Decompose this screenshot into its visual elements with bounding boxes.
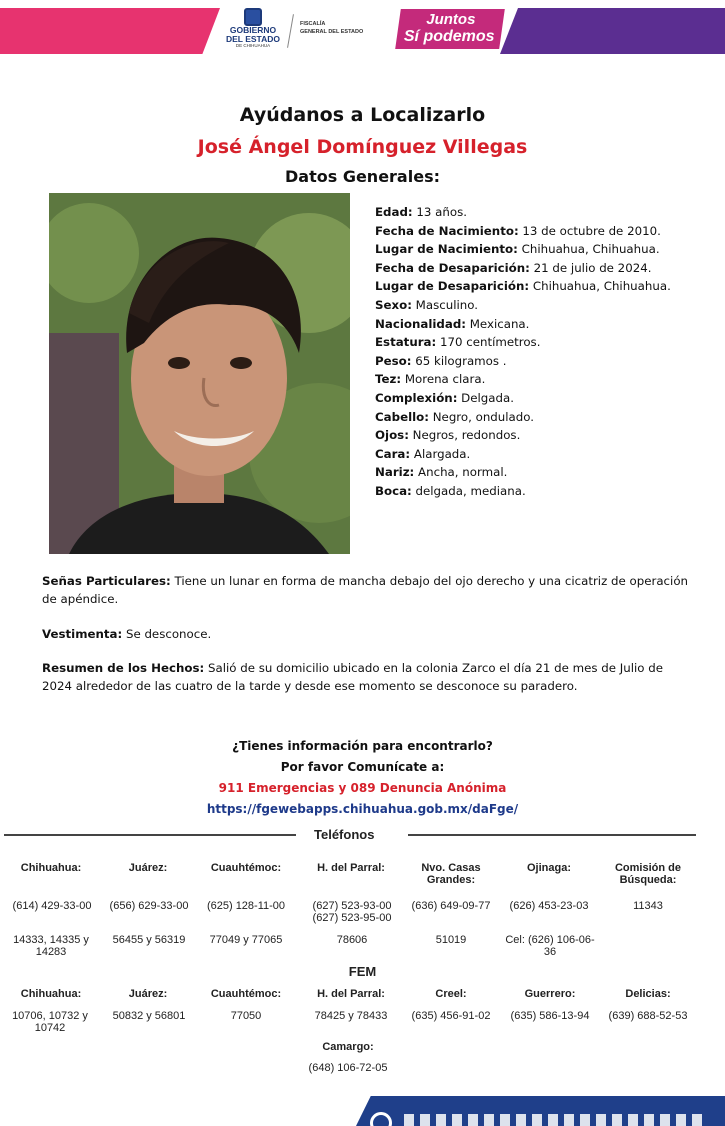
fem-value-creel: (635) 456-91-02 bbox=[411, 1010, 491, 1022]
detail-row-complexion: Complexión: Delgada. bbox=[375, 390, 514, 405]
header-purple-band bbox=[500, 8, 725, 54]
gob-line3: DE CHIHUAHUA bbox=[235, 43, 271, 48]
detail-row-tez: Tez: Morena clara. bbox=[375, 372, 486, 387]
fem-header-camargo: Camargo: bbox=[322, 1041, 374, 1053]
senas-paragraph: Señas Particulares: Tiene un lunar en forma de mancha debajo del ojo derecho y una cicatriz de operación de apéndice. bbox=[42, 574, 689, 606]
tel-header-casas-grandes: Nvo. Casas Grandes: bbox=[421, 862, 481, 886]
fem-value-juarez: 50832 y 56801 bbox=[112, 1010, 186, 1022]
help-title: Ayúdanos a Localizarlo bbox=[239, 104, 486, 126]
fem-header-guerrero: Guerrero: bbox=[524, 988, 576, 1000]
detail-row-estatura: Estatura: 170 centímetros. bbox=[375, 335, 541, 350]
detail-row-sexo: Sexo: Masculino. bbox=[375, 297, 478, 312]
tel-phone-casas-grandes: (636) 649-09-77 bbox=[411, 900, 491, 912]
tel-ext-parral: 78606 bbox=[336, 934, 368, 946]
tel-header-cuauhtemoc: Cuauhtémoc: bbox=[210, 862, 282, 874]
detail-row-cara: Cara: Alargada. bbox=[375, 446, 471, 461]
fem-value-camargo: (648) 106-72-05 bbox=[308, 1062, 388, 1074]
vestimenta-paragraph: Vestimenta: Se desconoce. bbox=[42, 627, 212, 641]
detail-row-cabello: Cabello: Negro, ondulado. bbox=[375, 409, 535, 424]
general-data-list bbox=[375, 203, 705, 501]
tel-phone-comision: 11343 bbox=[633, 900, 663, 912]
slogan-line2: Sí podemos bbox=[403, 28, 495, 45]
tel-phone-juarez: (656) 629-33-00 bbox=[109, 900, 189, 912]
tel-header-parral: H. del Parral: bbox=[317, 862, 385, 874]
resumen-paragraph: Resumen de los Hechos: Salió de su domicilio ubicado en la colonia Zarco el día 21 de mes de Julio de 2024 alrededor de las cuatro de la tarde y desde ese momento se desconoce su paradero. bbox=[42, 661, 663, 693]
footer-logo-icon bbox=[370, 1112, 392, 1126]
fiscalia-logo bbox=[300, 20, 363, 36]
detail-row-lugar-nacimiento: Lugar de Nacimiento: Chihuahua, Chihuahua. bbox=[375, 242, 660, 257]
info-question: ¿Tienes información para encontrarlo? bbox=[232, 739, 493, 753]
portrait-illustration bbox=[49, 193, 350, 554]
gobierno-logo bbox=[222, 8, 284, 54]
detail-row-boca: Boca: delgada, mediana. bbox=[375, 483, 526, 498]
tel-phone-ojinaga: (626) 453-23-03 bbox=[509, 900, 589, 912]
telefonos-rule-right bbox=[408, 834, 696, 836]
tel-phone-chihuahua: (614) 429-33-00 bbox=[12, 900, 92, 912]
fem-header-creel: Creel: bbox=[435, 988, 467, 1000]
emergency-numbers: 911 Emergencias y 089 Denuncia Anónima bbox=[218, 781, 507, 795]
general-data-heading: Datos Generales: bbox=[285, 167, 440, 186]
tel-phone-parral: (627) 523-93-00 (627) 523-95-00 bbox=[312, 900, 392, 924]
tel-phone-cuauhtemoc: (625) 128-11-00 bbox=[206, 900, 286, 912]
slogan-badge bbox=[395, 9, 505, 49]
fem-value-chihuahua: 10706, 10732 y 10742 bbox=[12, 1010, 88, 1034]
detail-row-peso: Peso: 65 kilogramos . bbox=[375, 353, 507, 368]
detail-row-fecha-nacimiento: Fecha de Nacimiento: 13 de octubre de 2010. bbox=[375, 223, 661, 238]
contact-please: Por favor Comunícate a: bbox=[280, 760, 445, 774]
missing-person-name: José Ángel Domínguez Villegas bbox=[197, 136, 528, 158]
fem-header-delicias: Delicias: bbox=[625, 988, 671, 1000]
shield-icon bbox=[244, 8, 262, 26]
person-photo bbox=[49, 193, 350, 554]
fem-header-parral: H. del Parral: bbox=[317, 988, 385, 1000]
tel-header-ojinaga: Ojinaga: bbox=[526, 862, 571, 874]
gob-line1: GOBIERNO bbox=[229, 25, 277, 35]
detail-row-nacionalidad: Nacionalidad: Mexicana. bbox=[375, 316, 530, 331]
fem-value-cuauhtemoc: 77050 bbox=[230, 1010, 262, 1022]
tel-ext-chihuahua: 14333, 14335 y 14283 bbox=[13, 934, 89, 958]
fem-header-chihuahua: Chihuahua: bbox=[20, 988, 82, 1000]
tel-ext-cuauhtemoc: 77049 y 77065 bbox=[209, 934, 283, 946]
fem-value-delicias: (639) 688-52-53 bbox=[608, 1010, 688, 1022]
fem-header-juarez: Juárez: bbox=[128, 988, 168, 1000]
tel-header-juarez: Juárez: bbox=[128, 862, 168, 874]
gob-line2: DEL ESTADO bbox=[226, 33, 280, 44]
footer-band bbox=[356, 1096, 725, 1126]
slogan-line1: Juntos bbox=[426, 11, 476, 28]
header-pink-band bbox=[0, 8, 220, 54]
fem-title: FEM bbox=[348, 964, 377, 979]
fiscalia-line2: GENERAL DEL ESTADO bbox=[300, 29, 364, 35]
tel-header-comision: Comisión de Búsqueda: bbox=[614, 862, 681, 886]
tel-ext-casas-grandes: 51019 bbox=[435, 934, 467, 946]
fiscalia-line1: FISCALÍA bbox=[300, 21, 326, 27]
detail-row-ojos: Ojos: Negros, redondos. bbox=[375, 428, 521, 443]
header-divider bbox=[287, 14, 294, 48]
telefonos-title: Teléfonos bbox=[314, 827, 375, 842]
detail-row-fecha-desaparicion: Fecha de Desaparición: 21 de julio de 2024. bbox=[375, 260, 652, 275]
tel-ext-ojinaga: Cel: (626) 106-06-36 bbox=[505, 934, 595, 958]
telefonos-rule-left bbox=[4, 834, 296, 836]
footer-cropped-text bbox=[404, 1114, 704, 1126]
fem-value-guerrero: (635) 586-13-94 bbox=[510, 1010, 590, 1022]
tel-ext-juarez: 56455 y 56319 bbox=[112, 934, 186, 946]
detail-row-edad: Edad: 13 años. bbox=[375, 205, 467, 219]
detail-row-nariz: Nariz: Ancha, normal. bbox=[375, 465, 508, 480]
fem-header-cuauhtemoc: Cuauhtémoc: bbox=[210, 988, 282, 1000]
detail-row-lugar-desaparicion: Lugar de Desaparición: Chihuahua, Chihuahua. bbox=[375, 279, 671, 294]
tel-header-chihuahua: Chihuahua: bbox=[20, 862, 82, 874]
report-url-link[interactable]: https://fgewebapps.chihuahua.gob.mx/daFge/ bbox=[206, 802, 519, 816]
fem-value-parral: 78425 y 78433 bbox=[314, 1010, 388, 1022]
